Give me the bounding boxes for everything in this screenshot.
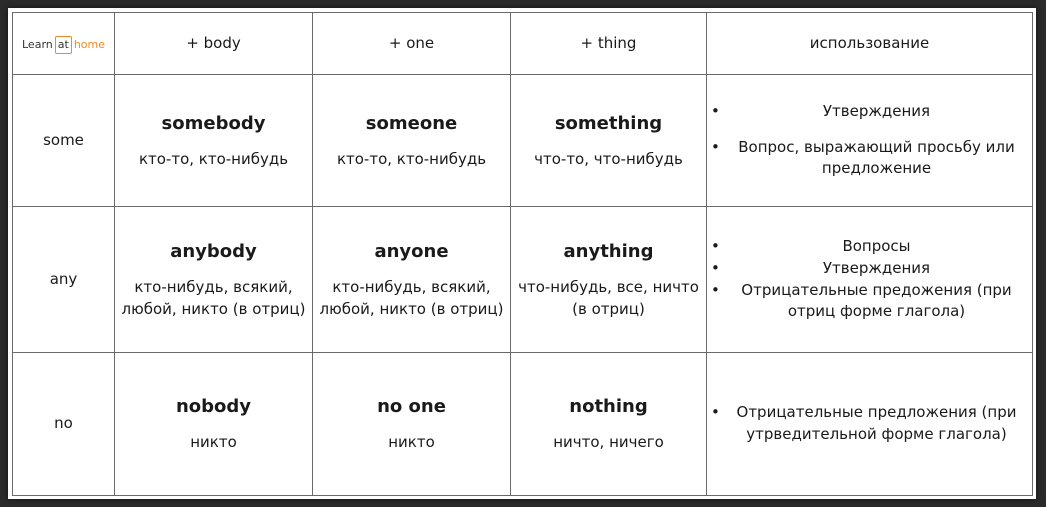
translation: кто-нибудь, всякий, любой, никто (в отриц) [319, 277, 504, 318]
usage-item: • Утверждения [711, 101, 1028, 123]
cell-anyone [313, 207, 511, 353]
table-row [13, 207, 1033, 353]
header-usage: использование [707, 13, 1033, 75]
cell-something [511, 75, 707, 207]
word: no one [377, 396, 446, 418]
translation: никто [190, 433, 237, 452]
cell-anything [511, 207, 707, 353]
logo-text-learn: Learn [22, 37, 53, 51]
word: nothing [569, 396, 648, 418]
usage-any [707, 207, 1033, 353]
translation: кто-то, кто-нибудь [336, 149, 487, 168]
row-label-no: no [13, 353, 115, 496]
header-thing: + thing [511, 13, 707, 75]
row-label-any: any [13, 207, 115, 353]
usage-item: • Отрицательные предожения (при отриц форме глагола) [711, 280, 1028, 324]
learn-at-home-logo [22, 36, 105, 54]
word: somebody [161, 112, 266, 134]
cell-nothing [511, 353, 707, 496]
translation: кто-то, кто-нибудь [138, 149, 289, 168]
translation: кто-нибудь, всякий, любой, никто (в отриц) [121, 277, 306, 318]
logo-text-at: at [55, 36, 72, 54]
header-one: + one [313, 13, 511, 75]
usage-item: • Вопросы [711, 236, 1028, 258]
translation: ничто, ничего [553, 433, 664, 452]
header-body: + body [115, 13, 313, 75]
cell-somebody [115, 75, 313, 207]
table-frame [8, 8, 1036, 499]
word: nobody [175, 396, 252, 418]
cell-anybody [115, 207, 313, 353]
word: something [554, 112, 663, 134]
word: someone [365, 112, 458, 134]
translation: что-то, что-нибудь [534, 149, 683, 168]
word: anyone [374, 240, 449, 262]
word: anybody [170, 240, 257, 262]
usage-some [707, 75, 1033, 207]
header-row [13, 13, 1033, 75]
row-label-some: some [13, 75, 115, 207]
translation: никто [388, 433, 435, 452]
cell-someone [313, 75, 511, 207]
table-row [13, 75, 1033, 207]
translation: что-нибудь, все, ничто (в отриц) [518, 277, 699, 318]
usage-item: • Отрицательные предложения (при утрведительной форме глагола) [711, 402, 1028, 446]
grammar-table [12, 12, 1033, 496]
cell-nobody [115, 353, 313, 496]
usage-item: • Вопрос, выражающий просьбу или предложение [711, 137, 1028, 181]
word: anything [563, 240, 654, 262]
usage-item: • Утверждения [711, 258, 1028, 280]
usage-no [707, 353, 1033, 496]
table-row [13, 353, 1033, 496]
cell-no-one [313, 353, 511, 496]
logo-text-home: home [73, 37, 105, 51]
logo-cell [13, 13, 115, 75]
